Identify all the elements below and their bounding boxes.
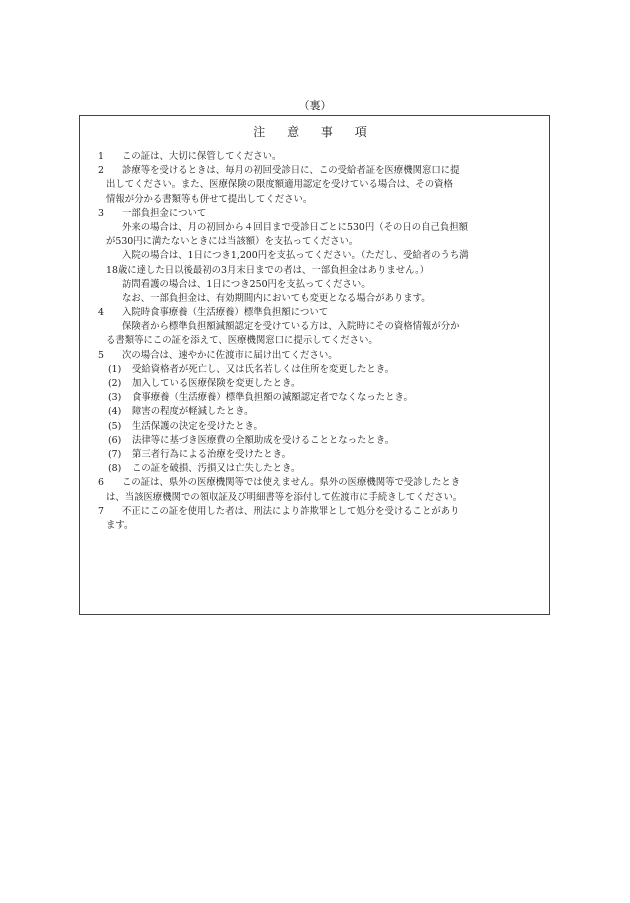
subitem-text: 第三者行為による治療を受けたとき。	[132, 448, 292, 460]
subitem-number: (5)	[108, 420, 122, 432]
subitem-number: (4)	[108, 406, 122, 418]
subitem-number: (8)	[108, 463, 122, 475]
notice-item-3-para	[86, 249, 548, 263]
notice-item-2-cont	[86, 178, 548, 192]
subitem-number: (3)	[108, 392, 122, 404]
notice-subitem	[86, 448, 548, 462]
item-heading: 一部負担金について	[122, 207, 207, 219]
item-text: 不正にこの証を使用した者は、刑法により詐欺罪として処分を受けることがあり	[122, 505, 460, 517]
subitem-text: 法律等に基づき医療費の全額助成を受けることとなったとき。	[132, 434, 395, 446]
item-text: 外来の場合は、月の初回から４回目まで受診日ごとに530円（その日の自己負担額	[122, 221, 469, 233]
notice-item-7-cont	[86, 519, 548, 533]
notice-item-3-para	[86, 278, 548, 292]
notice-item-1	[86, 150, 548, 164]
item-text: ます。	[106, 519, 134, 531]
item-heading: 次の場合は、速やかに佐渡市に届け出てください。	[122, 349, 338, 361]
item-number: 5	[98, 349, 104, 361]
item-text: が530円に満たないときには当該額）を支払ってください。	[106, 236, 359, 248]
item-number: 2	[98, 165, 104, 177]
item-text: なお、一部負担金は、有効期間内においても変更となる場合があります。	[122, 292, 431, 304]
item-text: 訪問看護の場合は、1日につき250円を支払ってください。	[122, 278, 371, 290]
subitem-text: 食事療養（生活療養）標準負担額の減額認定者でなくなったとき。	[132, 392, 413, 404]
notice-content	[86, 150, 548, 533]
notice-item-4-para	[86, 334, 548, 348]
subitem-text: 障害の程度が軽減したとき。	[132, 406, 254, 418]
notice-item-3-para	[86, 292, 548, 306]
subitem-number: (2)	[108, 378, 122, 389]
notice-subitem	[86, 363, 548, 377]
item-text: この証は、大切に保管してください。	[122, 151, 282, 162]
subitem-text: 加入している医療保険を変更したとき。	[132, 378, 301, 389]
subitem-number: (1)	[108, 363, 122, 375]
page-side-label: （裏）	[298, 99, 332, 112]
notice-item-3-para	[86, 264, 548, 278]
notice-subitem	[86, 434, 548, 448]
item-text: 診療等を受けるときは、毎月の初回受診日に、この受給者証を医療機関窓口に提	[122, 165, 460, 177]
notice-item-3-para	[86, 221, 548, 235]
item-number: 3	[98, 207, 104, 219]
notice-subitem	[86, 405, 548, 419]
item-text: る書類等にこの証を添えて、医療機関窓口に提示してください。	[106, 335, 378, 347]
item-heading: 入院時食事療養（生活療養）標準負担額について	[122, 307, 329, 319]
notice-item-6	[86, 476, 548, 490]
subitem-text: 生活保護の決定を受けたとき。	[132, 420, 263, 432]
notice-item-4-para	[86, 320, 548, 334]
notice-item-3	[86, 207, 548, 221]
item-text: は、当該医療機関での領収証及び明細書等を添付して佐渡市に手続きしてください。	[106, 491, 463, 503]
notice-item-4	[86, 306, 548, 320]
subitem-number: (7)	[108, 448, 122, 460]
notice-item-2	[86, 164, 548, 178]
subitem-number: (6)	[108, 434, 122, 446]
item-text: この証は、県外の医療機関等では使えません。県外の医療機関等で受診したとき	[122, 477, 461, 489]
notice-item-5	[86, 349, 548, 363]
item-text: 情報が分かる書類等も併せて提出してください。	[106, 193, 313, 205]
item-number: 1	[98, 151, 104, 162]
item-text: 保険者から標準負担額減額認定を受けている方は、入院時にその資格情報が分か	[122, 321, 460, 333]
notice-item-3-para	[86, 235, 548, 249]
item-text: 18歳に達した日以後最初の3月末日までの者は、一部負担金はありません。）	[106, 264, 430, 276]
item-text: 入院の場合は、1日につき1,200円を支払ってください。（ただし、受給者のうち満	[122, 250, 469, 262]
item-text: 出してください。また、医療保険の限度額適用認定を受けている場合は、その資格	[106, 179, 453, 191]
notice-subitem	[86, 377, 548, 391]
notice-subitem	[86, 420, 548, 434]
item-number: 6	[98, 477, 104, 489]
subitem-text: この証を破損、汚損又は亡失したとき。	[132, 463, 301, 475]
notice-item-2-cont	[86, 193, 548, 207]
notice-item-7	[86, 505, 548, 519]
item-number: 7	[98, 505, 104, 517]
notice-box	[79, 115, 550, 615]
subitem-text: 受給資格者が死亡し、又は氏名若しくは住所を変更したとき。	[132, 363, 395, 375]
notice-item-6-cont	[86, 491, 548, 505]
item-number: 4	[98, 307, 104, 319]
notice-title: 注 意 事 項	[253, 125, 376, 139]
notice-subitem	[86, 391, 548, 405]
notice-subitem	[86, 462, 548, 476]
